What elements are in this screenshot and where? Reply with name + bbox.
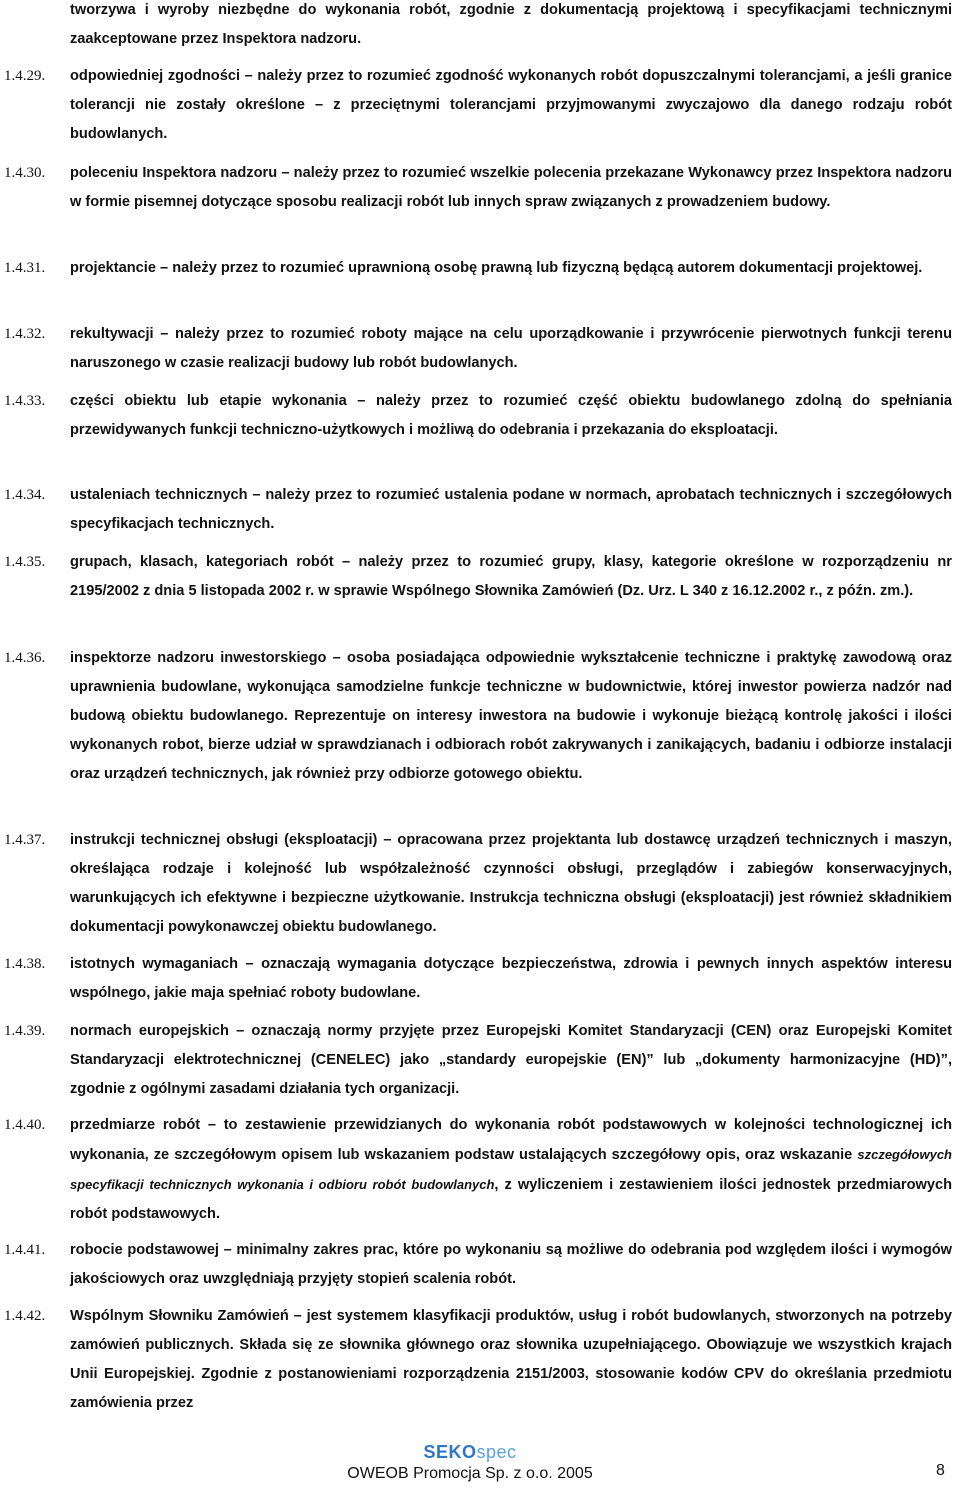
definition-number: 1.4.34.: [4, 487, 46, 503]
definition-text: robocie podstawowej – minimalny zakres prac, które po wykonaniu są możliwe do odebrania pod względem ilości i wymogów jakościowych oraz uwzględniają przyjęty stopień scalenia robót.: [70, 1242, 952, 1287]
definition-text: rekultywacji – należy przez to rozumieć roboty mające na celu uporządkowanie i przywrócenie pierwotnych funkcji terenu naruszonego w czasie realizacji budowy lub robót budowlanych.: [70, 326, 952, 371]
definition-number: 1.4.36.: [4, 650, 46, 666]
definition-number: 1.4.42.: [4, 1308, 46, 1324]
definition-text: normach europejskich – oznaczają normy przyjęte przez Europejski Komitet Standaryzacji (CEN) oraz Europejski Komitet Standaryzacji elektrotechnicznej (CENELEC) jako „standardy europejskie (EN)” lub „dokumenty harmonizacyjne (HD)”, zgodnie z ogólnymi zasadami działania tych organizacji.: [70, 1023, 952, 1097]
definition-text-italic: szczegółowych specyfikacji technicznych wykonania i odbioru robót budowlanych: [70, 1147, 952, 1192]
definition-number: 1.4.41.: [4, 1242, 46, 1258]
definition-number: 1.4.39.: [4, 1023, 46, 1039]
definition-text: inspektorze nadzoru inwestorskiego – osoba posiadająca odpowiednie wykształcenie techniczne i praktykę zawodową oraz uprawnienia budowlane, wykonująca samodzielne funkcje techniczne w budownictwie, której inwestor powierza nadzór nad budową obiektu budowlanego. Reprezentuje on interesy inwestora na budowie i wykonuje bieżącą kontrolę jakości i ilości wykonanych robot, bierze udział w sprawdzianach i odbiorach robót zakrywanych i zanikających, badaniu i odbiorze instalacji oraz urządzeń technicznych, jak również przy odbiorze gotowego obiektu.: [70, 650, 952, 782]
definition-number: 1.4.30.: [4, 165, 46, 181]
definition-number: 1.4.38.: [4, 956, 46, 972]
definition-text: odpowiedniej zgodności – należy przez to rozumieć zgodność wykonanych robót dopuszczalnymi tolerancjami, a jeśli granice tolerancji nie zostały określone – z przeciętnymi tolerancjami przyjmowanymi zwyczajowo dla danego rodzaju robót budowlanych.: [70, 68, 952, 142]
footer-brand-logo: [0, 1442, 940, 1463]
paragraph-text: tworzywa i wyroby niezbędne do wykonania robót, zgodnie z dokumentacją projektową i specyfikacjami technicznymi zaakceptowane przez Inspektora nadzoru.: [70, 2, 952, 47]
page-number: 8: [936, 1462, 945, 1479]
footer-company: OWEOB Promocja Sp. z o.o. 2005: [347, 1465, 593, 1482]
definition-number: 1.4.33.: [4, 393, 46, 409]
definition-text: grupach, klasach, kategoriach robót – należy przez to rozumieć grupy, klasy, kategorie określone w rozporządzeniu nr 2195/2002 z dnia 5 listopada 2002 r. w sprawie Wspólnego Słownika Zamówień (Dz. Urz. L 340 z 16.12.2002 r., z późn. zm.).: [70, 554, 952, 599]
definition-number: 1.4.32.: [4, 326, 46, 342]
definition-text: poleceniu Inspektora nadzoru – należy przez to rozumieć wszelkie polecenia przekazane Wykonawcy przez Inspektora nadzoru w formie pisemnej dotyczące sposobu realizacji robót lub innych spraw związanych z prowadzeniem budowy.: [70, 165, 952, 210]
definition-text: ustaleniach technicznych – należy przez to rozumieć ustalenia podane w normach, aprobatach technicznych i szczegółowych specyfikacjach technicznych.: [70, 487, 952, 532]
definition-number: 1.4.31.: [4, 260, 46, 276]
definition-text-part-a: przedmiarze robót – to zestawienie przewidzianych do wykonania robót podstawowych w kolejności technologicznej ich wykonania, ze szczegółowym opisem lub wskazaniem podstaw ustalających szczegółowy opis, oraz wskazanie: [70, 1117, 952, 1163]
definition-text: instrukcji technicznej obsługi (eksploatacji) – opracowana przez projektanta lub dostawcę urządzeń technicznych i maszyn, określająca rodzaje i kolejność lub współzależność czynności obsługi, przeglądów i zabiegów konserwacyjnych, warunkujących ich efektywne i bezpieczne użytkowanie. Instrukcja techniczna obsługi (eksploatacji) jest również składnikiem dokumentacji powykonawczej obiektu budowlanego.: [70, 832, 952, 935]
definition-text: Wspólnym Słowniku Zamówień – jest systemem klasyfikacji produktów, usług i robót budowlanych, stworzonych na potrzeby zamówień publicznych. Składa się ze słownika głównego oraz słownika uzupełniającego. Obowiązuje we wszystkich krajach Unii Europejskiej. Zgodnie z postanowieniami rozporządzenia 2151/2003, stosowanie kodów CPV do określania przedmiotu zamówienia przez: [70, 1308, 952, 1411]
definition-text: części obiektu lub etapie wykonania – należy przez to rozumieć część obiektu budowlanego zdolną do spełniania przewidywanych funkcji techniczno-użytkowych i możliwą do odebrania i przekazania do eksploatacji.: [70, 393, 952, 438]
brand-seko: SEKO: [423, 1442, 477, 1462]
definition-text: [70, 1111, 952, 1229]
definition-number: 1.4.29.: [4, 68, 46, 84]
definition-text-part-b: , z wyliczeniem i zestawieniem ilości jednostek przedmiarowych robót podstawowych.: [70, 1177, 952, 1222]
brand-spec: spec: [476, 1442, 517, 1462]
definition-text: projektancie – należy przez to rozumieć uprawnioną osobę prawną lub fizyczną będącą autorem dokumentacji projektowej.: [70, 260, 923, 276]
definition-text: istotnych wymaganiach – oznaczają wymagania dotyczące bezpieczeństwa, zdrowia i pewnych innych aspektów interesu wspólnego, jakie maja spełniać roboty budowlane.: [70, 956, 952, 1001]
definition-number: 1.4.37.: [4, 832, 46, 848]
definition-number: 1.4.40.: [4, 1117, 46, 1133]
definition-number: 1.4.35.: [4, 554, 46, 570]
